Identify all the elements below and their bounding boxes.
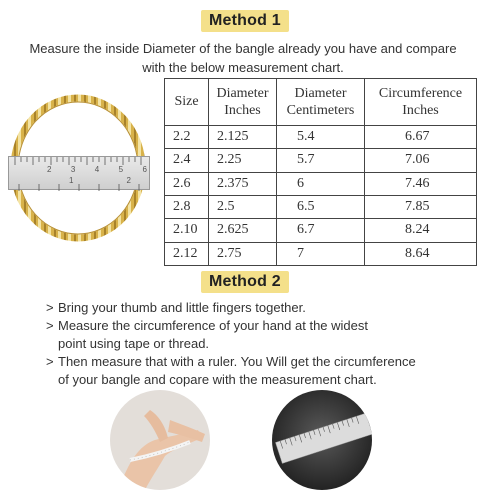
method-1-badge: Method 1 [201, 10, 289, 32]
table-cell: 2.25 [209, 149, 277, 172]
ruler-ticks [9, 157, 151, 191]
method-2-steps [46, 299, 476, 389]
bangle-ruler-illustration [8, 88, 158, 248]
step-text: of your bangle and copare with the measurement chart. [58, 372, 377, 387]
method-2-badge: Method 2 [201, 271, 289, 293]
step-text: Bring your thumb and little fingers together. [58, 300, 306, 315]
table-cell: 2.6 [165, 172, 209, 195]
ruler-bottom-numbers [69, 176, 131, 185]
table-cell: 2.625 [209, 219, 277, 242]
table-cell: 7.46 [365, 172, 477, 195]
ruler-num: 2 [126, 176, 131, 185]
ruler-num: 5 [118, 165, 124, 174]
step-text: point using tape or thread. [58, 336, 210, 351]
ruler [8, 156, 150, 190]
table-cell: 6.5 [277, 195, 365, 218]
ruler-top-numbers [47, 165, 147, 174]
table-cell: 2.8 [165, 195, 209, 218]
header-text: Inches [224, 102, 261, 118]
step-item [46, 317, 476, 353]
hand-measurement-photo [110, 390, 210, 490]
table-cell: 6 [277, 172, 365, 195]
step-text: Then measure that with a ruler. You Will get the circumference [58, 354, 416, 369]
arrow-icon: > [46, 318, 54, 333]
table-cell: 2.2 [165, 125, 209, 148]
table-cell: 2.4 [165, 149, 209, 172]
header-diameter-inches [209, 79, 277, 126]
table-cell: 2.125 [209, 125, 277, 148]
header-text: Diameter [216, 85, 269, 101]
header-text: Centimeters [286, 102, 355, 118]
ruler-num: 6 [142, 165, 147, 174]
ruler-image [272, 390, 372, 490]
step-text: Measure the circumference of your hand at the widest [58, 318, 368, 333]
ruler-num: 1 [69, 176, 74, 185]
ruler-num: 4 [94, 165, 100, 174]
step-item [46, 299, 476, 317]
ruler-num: 3 [70, 165, 76, 174]
table-row [165, 125, 477, 148]
table-cell: 7 [277, 242, 365, 265]
header-text: Diameter [294, 85, 347, 101]
table-row [165, 172, 477, 195]
table-cell: 5.7 [277, 149, 365, 172]
header-circumference [365, 79, 477, 126]
table-cell: 7.85 [365, 195, 477, 218]
arrow-icon: > [46, 300, 54, 315]
table-cell: 2.12 [165, 242, 209, 265]
intro-line-2: with the below measurement chart. [142, 60, 344, 75]
table-row [165, 149, 477, 172]
header-size [165, 79, 209, 126]
table-cell: 5.4 [277, 125, 365, 148]
intro-line-1: Measure the inside Diameter of the bangle already you have and compare [29, 41, 457, 56]
header-text: Circumference [378, 85, 463, 101]
size-chart-table [164, 78, 477, 266]
table-cell: 6.67 [365, 125, 477, 148]
header-text: Inches [402, 102, 439, 118]
hand-image [110, 390, 210, 490]
table-cell: 8.24 [365, 219, 477, 242]
table-cell: 2.5 [209, 195, 277, 218]
table-cell: 2.10 [165, 219, 209, 242]
header-diameter-cm [277, 79, 365, 126]
table-cell: 6.7 [277, 219, 365, 242]
header-text: Size [174, 94, 199, 110]
arrow-icon: > [46, 354, 54, 369]
table-cell: 2.375 [209, 172, 277, 195]
table-cell: 8.64 [365, 242, 477, 265]
table-row [165, 219, 477, 242]
table-cell: 7.06 [365, 149, 477, 172]
step-item [46, 353, 476, 389]
ruler-photo [272, 390, 372, 490]
intro-text [8, 39, 478, 77]
table-row [165, 242, 477, 265]
table-cell: 2.75 [209, 242, 277, 265]
ruler-num: 2 [47, 165, 52, 174]
table-header-row [165, 79, 477, 126]
table-row [165, 195, 477, 218]
